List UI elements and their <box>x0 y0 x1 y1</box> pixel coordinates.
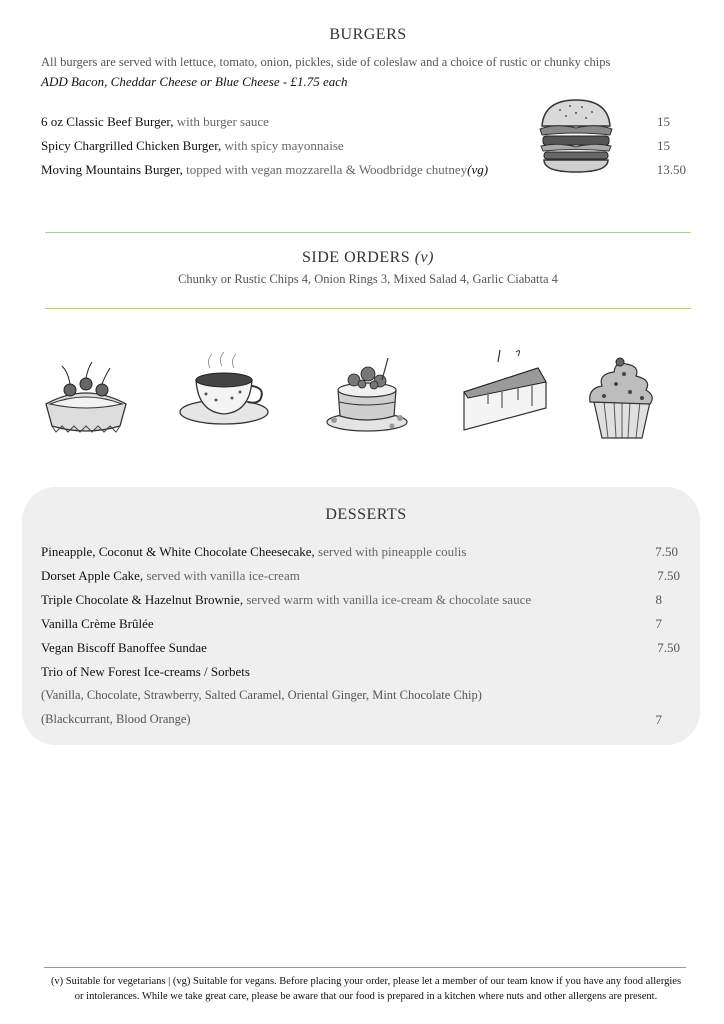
dessert-name: Pineapple, Coconut & White Chocolate Cheesecake, <box>41 544 315 559</box>
layered-dessert-icon <box>322 350 412 434</box>
cherry-pie-icon <box>40 360 132 440</box>
dessert-item <box>41 664 250 680</box>
burger-desc: with burger sauce <box>173 114 269 129</box>
cupcake-icon <box>584 356 660 442</box>
desserts-title: DESSERTS <box>325 506 407 523</box>
burger-item <box>41 162 488 178</box>
dessert-name: Dorset Apple Cake, <box>41 568 144 583</box>
burger-icon <box>536 96 616 176</box>
divider <box>45 308 691 309</box>
dessert-item <box>41 616 154 632</box>
dessert-price: 8 <box>655 592 662 607</box>
allergen-notice-line2: or intolerances. While we take great care, please be aware that our food is prepared in a kitchen where nuts and other allergens are present. <box>74 991 658 1002</box>
cheesecake-slice-icon <box>458 348 554 434</box>
dessert-price: 7.50 <box>655 544 678 559</box>
burger-name: 6 oz Classic Beef Burger, <box>41 114 174 129</box>
dessert-name: Vanilla Crème Brûlée <box>41 616 154 631</box>
dessert-name: Trio of New Forest Ice-creams / Sorbets <box>41 664 250 679</box>
burger-desc: with spicy mayonnaise <box>221 138 344 153</box>
dessert-desc: served warm with vanilla ice-cream & chocolate sauce <box>243 592 532 607</box>
footer-divider <box>44 967 686 968</box>
sorbet-flavours: (Blackcurrant, Blood Orange) <box>41 712 191 726</box>
burgers-intro: All burgers are served with lettuce, tomato, onion, pickles, side of coleslaw and a choice of rustic or chunky chips <box>41 55 611 69</box>
dessert-item <box>41 568 300 584</box>
burger-item <box>41 138 344 154</box>
dessert-price: 7.50 <box>657 568 680 583</box>
dessert-item <box>41 544 466 560</box>
burger-item <box>41 114 269 130</box>
burger-price: 13.50 <box>656 162 686 177</box>
sides-title <box>0 249 724 267</box>
burgers-addon: ADD Bacon, Cheddar Cheese or Blue Cheese - £1.75 each <box>41 74 348 89</box>
burger-price: 15 <box>657 138 670 153</box>
dessert-desc: served with vanilla ice-cream <box>143 568 300 583</box>
dessert-item <box>41 592 531 608</box>
dessert-price: 7 <box>655 616 662 631</box>
burger-desc: topped with vegan mozzarella & Woodbridge chutney <box>182 162 468 177</box>
dessert-price: 7 <box>655 712 662 727</box>
dessert-desc: served with pineapple coulis <box>314 544 467 559</box>
dessert-item <box>41 640 207 656</box>
burger-name: Moving Mountains Burger, <box>41 162 183 177</box>
dessert-price: 7.50 <box>657 640 680 655</box>
divider <box>45 232 691 233</box>
ice-cream-flavours: (Vanilla, Chocolate, Strawberry, Salted Caramel, Oriental Ginger, Mint Chocolate Chip) <box>41 688 482 702</box>
coffee-cup-icon <box>176 350 272 430</box>
allergen-notice-line1: (v) Suitable for vegetarians | (vg) Suitable for vegans. Before placing your order, please let a member of our team know if you have any food allergies <box>50 976 682 987</box>
dessert-name: Vegan Biscoff Banoffee Sundae <box>41 640 207 655</box>
burger-name: Spicy Chargrilled Chicken Burger, <box>41 138 222 153</box>
vegan-tag: (vg) <box>467 162 489 177</box>
sides-list: Chunky or Rustic Chips 4, Onion Rings 3, Mixed Salad 4, Garlic Ciabatta 4 <box>178 272 558 286</box>
burger-price: 15 <box>657 114 670 129</box>
vegetarian-tag: (v) <box>414 249 434 266</box>
burgers-title: BURGERS <box>329 26 407 43</box>
dessert-name: Triple Chocolate & Hazelnut Brownie, <box>41 592 244 607</box>
sides-title-text: SIDE ORDERS <box>302 249 411 266</box>
